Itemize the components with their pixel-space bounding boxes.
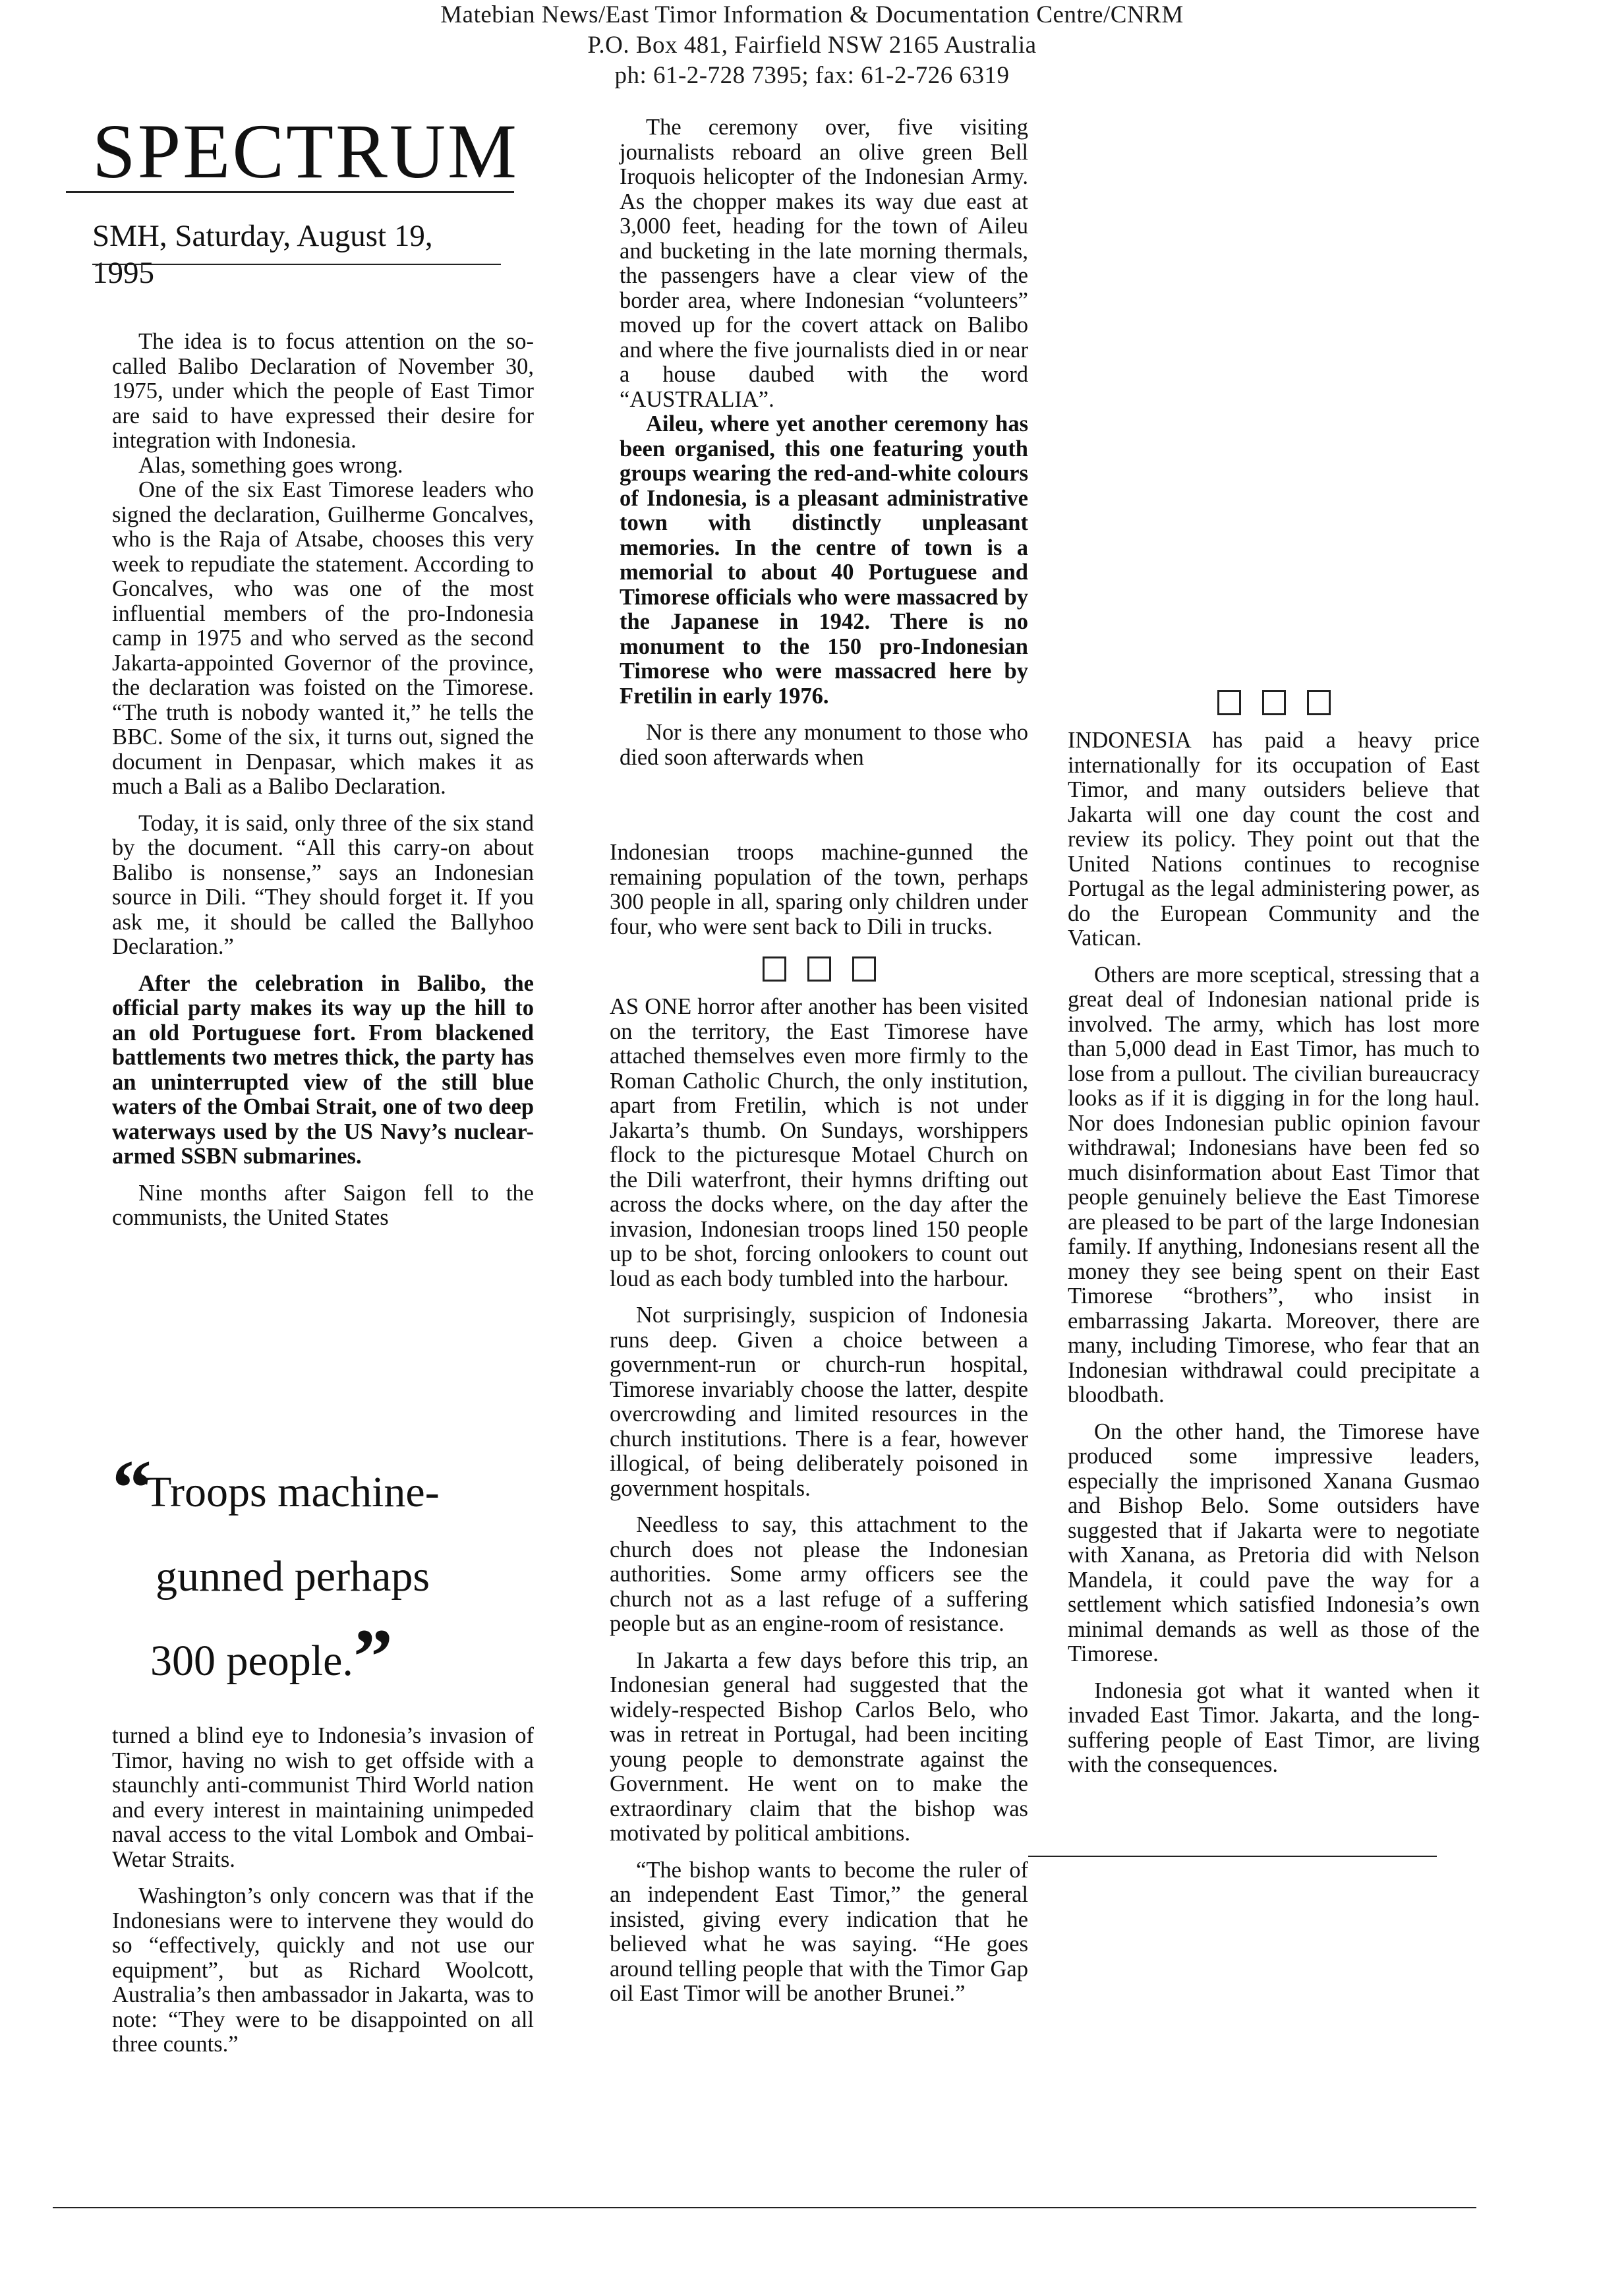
article-column-1-bottom [112, 1724, 534, 2057]
pull-quote-text: Troops machine- [145, 1468, 440, 1516]
letterhead-address: P.O. Box 481, Fairfield NSW 2165 Australia [587, 32, 1037, 59]
paragraph: Aileu, where yet another ceremony has been organised, this one featuring youth groups wearing the red-and-white colours of Indonesia, is a pleasant administrative town with distinctly unpleasant memories. In the centre of town is a memorial to about 40 Portuguese and Timorese officials who were massacred by the Japanese in 1942. There is no monument to the 150 pro-Indonesian Timorese who were massacred here by Fretilin in early 1976. [620, 411, 1028, 709]
paragraph: The idea is to focus attention on the so-called Balibo Declaration of November 30, 1975, under which the people of East Timor are said to have expressed their desire for integration with Indonesia. [112, 329, 534, 453]
paragraph: Not surprisingly, suspicion of Indonesia runs deep. Given a choice between a government-run or church-run hospital, Timorese invariably choose the latter, despite overcrowding and limited resources in the church institutions. There is a fear, however illogical, of being deliberately poisoned in government hospitals. [610, 1303, 1028, 1501]
masthead-rule [66, 191, 514, 193]
open-quote-mark: “ [112, 1444, 145, 1531]
dateline-rule [92, 264, 501, 265]
pull-quote-text: 300 people. [150, 1637, 353, 1685]
letterhead-org: Matebian News/East Timor Information & Documentation Centre/CNRM [440, 1, 1184, 28]
article-column-3 [1068, 689, 1480, 1778]
paragraph: Alas, something goes wrong. [138, 452, 403, 478]
paragraph: INDONESIA has paid a heavy price internationally for its occupation of East Timor, and many outsiders believe that Jakarta will one day count the cost and review its policy. They point out that the United Nations continues to recognise Portugal as the legal administering power, as do the European Community and the Vatican. [1068, 728, 1480, 951]
paragraph: AS ONE horror after another has been visited on the territory, the East Timorese have attached themselves even more firmly to the Roman Catholic Church, the only institution, apart from Fretilin, which is not under Jakarta’s thumb. On Sundays, worshippers flock to the picturesque Motael Church on the Dili waterfront, their hymns drifting out across the docks where, on the day after the invasion, Indonesian troops lined 150 people up to be shot, forcing onlookers to count out loud as each body tumbled into the harbour. [610, 994, 1028, 1291]
paragraph: The ceremony over, five visiting journalists reboard an olive green Bell Iroquois helicopter of the Indonesian Army. As the chopper makes its way due east at 3,000 feet, heading for the town of Aileu and bucketing in the late morning thermals, the passengers have a clear view of the border area, where Indonesian “volunteers” moved up for the covert attack on Balibo and where the five journalists died in or near a house daubed with the word “AUSTRALIA”. [620, 115, 1028, 412]
paragraph: One of the six East Timorese leaders who signed the declaration, Guilherme Goncalves, who is the Raja of Atsabe, chooses this very week to repudiate the statement. According to Goncalves, who was one of the most influential members of the pro-Indonesia camp in 1975 and who served as the second Jakarta-appointed Governor of the province, the declaration was foisted on the Timorese. “The truth is nobody wanted it,” he tells the BBC. Some of the six, it turns out, signed the document in Denpasar, which makes it as much a Bali as a Balibo Declaration. [112, 477, 534, 799]
section-break [1068, 689, 1480, 715]
square-ornament-icon [1217, 690, 1241, 715]
article-end-rule [1028, 1856, 1437, 1857]
section-title: SPECTRUM [92, 108, 519, 194]
paragraph: After the celebration in Balibo, the official party makes its way up the hill to an old Portuguese fort. From blackened battlements two metres thick, the party has an uninterrupted view of the still blue waters of the Ombai Strait, one of two deep waterways used by the US Navy’s nuclear-armed SSBN submarines. [112, 970, 534, 1169]
paragraph: Indonesian troops machine-gunned the remaining population of the town, perhaps 300 people in all, sparing only children under four, who were sent back to Dili in trucks. [610, 840, 1028, 939]
paragraph: On the other hand, the Timorese have produced some impressive leaders, especially the imprisoned Xanana Gusmao and Bishop Belo. Some outsiders have suggested that if Jakarta were to negotiate with Xanana, as Pretoria did with Nelson Mandela, it could pave the way for a settlement which satisfied Indonesia’s own minimal demands as well as those of the Timorese. [1068, 1419, 1480, 1666]
section-break [610, 955, 1028, 982]
paragraph: turned a blind eye to Indonesia’s invasion of Timor, having no wish to get offside with a staunchly anti-communist Third World nation and every interest in maintaining unimpeded naval access to the vital Lombok and Ombai-Wetar Straits. [112, 1723, 534, 1872]
pull-quote-line-2: gunned perhaps [156, 1552, 430, 1601]
pull-quote [112, 1444, 534, 1703]
paragraph: Washington’s only concern was that if the Indonesians were to intervene they would do so “effectively, quickly and not use our equipment”, but as Richard Woolcott, Australia’s then ambassador in Jakarta, was to note: “They were to be disappointed on all three counts.” [112, 1883, 534, 2057]
article-column-2-top [620, 115, 1028, 770]
paragraph: Today, it is said, only three of the six stand by the document. “All this carry-on about Balibo is nonsense,” says an Indonesian source in Dili. “They should forget it. If you ask me, it should be called the Ballyhoo Declaration.” [112, 810, 534, 959]
letterhead [0, 0, 1624, 91]
pull-quote-line-3 [112, 1612, 534, 1703]
square-ornament-icon [807, 956, 831, 982]
page-bottom-rule [53, 2207, 1476, 2208]
paragraph: In Jakarta a few days before this trip, an Indonesian general had suggested that the widely-respected Bishop Carlos Belo, who was in retreat in Portugal, had been inciting young people to demonstrate against the Government. He went on to make the extraordinary claim that the bishop was motivated by political ambitions. [610, 1647, 1028, 1846]
paragraph: Nor is there any monument to those who died soon afterwards when [620, 720, 1028, 770]
paragraph: Indonesia got what it wanted when it invaded East Timor. Jakarta, and the long-suffering people of East Timor, are living with the consequences. [1068, 1678, 1480, 1777]
square-ornament-icon [1262, 690, 1286, 715]
square-ornament-icon [1307, 690, 1331, 715]
square-ornament-icon [763, 956, 786, 982]
square-ornament-icon [852, 956, 876, 982]
paragraph: Needless to say, this attachment to the church does not please the Indonesian authorities. Some army officers see the church not as a last refuge of a suffering people but as an engine-room of resistance. [610, 1512, 1028, 1636]
paragraph: Nine months after Saigon fell to the communists, the United States [112, 1180, 534, 1230]
dateline: SMH, Saturday, August 19, 1995 [92, 219, 433, 290]
article-column-2-bottom [610, 840, 1028, 2007]
letterhead-contact: ph: 61-2-728 7395; fax: 61-2-726 6319 [614, 62, 1010, 89]
close-quote-mark: ” [353, 1612, 386, 1700]
paragraph: “The bishop wants to become the ruler of an independent East Timor,” the general insisted, giving every indication that he believed what he was saying. “He goes around telling people that with the Timor Gap oil East Timor will be another Brunei.” [610, 1857, 1028, 2006]
paragraph: Others are more sceptical, stressing that a great deal of Indonesian national pride is involved. The army, which has lost more than 5,000 dead in East Timor, has much to lose from a pullout. The civilian bureaucracy looks as if it is digging in for the long haul. Nor does Indonesian public opinion favour withdrawal; Indonesians have been fed so much disinformation about East Timor that people genuinely believe the East Timorese are pleased to be part of the large Indonesian family. If anything, Indonesians resent all the money they see being spent on their East Timorese “brothers”, who insist in embarrassing Jakarta. Moreover, there are many, including Timorese, who fear that an Indonesian withdrawal could precipitate a bloodbath. [1068, 962, 1480, 1407]
pull-quote-line-1 [112, 1444, 534, 1535]
article-column-1-top [112, 330, 534, 1231]
